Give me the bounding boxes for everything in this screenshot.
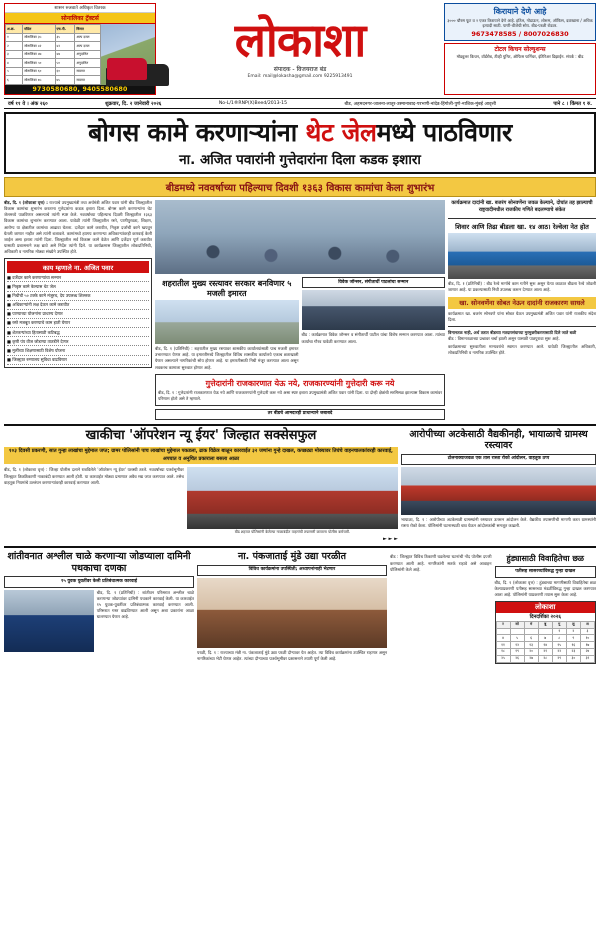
lead-dateline: बीड, दि. १ (लोकाशा वृत्त) :	[4, 200, 48, 205]
table-row: ११ १२ १३ १४ १५ १६ १७	[496, 642, 595, 649]
table-row: १ सोनालिका ३५ ३५ अल्प दरात	[6, 33, 101, 42]
calendar-brand: लोकाशा	[496, 602, 596, 613]
newspaper-logo: लोकाशा	[234, 12, 366, 67]
operation-newyear-story	[4, 429, 398, 542]
bldg-head: शहरातील मुख्य रस्त्यावर सरकार बनविणार ५ मजली इमारत	[162, 279, 292, 298]
list-item: ■ कृषी पंप वीज जोडण्या तातडीने देणार	[7, 337, 149, 346]
column-right	[448, 200, 596, 420]
train-head: शिवार आणि तिढा बीडला खा. १४ आठ। रेल्वेला नेत होत	[455, 222, 589, 231]
list-item: ■ रस्ते मजबूत करण्याचे काम हाती घेणार	[7, 319, 149, 328]
masthead	[4, 3, 596, 95]
sonawane-head: खा. सोनवणेंना सोबत नेऊन दादांनी राजकारण साधले	[448, 297, 596, 309]
quotes-box	[4, 258, 152, 367]
photo-train	[448, 233, 596, 279]
table-row: अ.क्र. मॉडेल एच.पी. किंमत	[6, 25, 101, 34]
operation-text: बीड, दि. १ (लोकाशा वृत्त) : जिल्हा पोलीस दलाने राबविलेले 'ऑपरेशन न्यू ईयर' यशस्वी ठरले. नववर्षाच्या पार्श्वभूमीवर जिल्ह्यात ठिकठिकाणी नाकाबंदी करण्यात आली होती. या कारवाईत मोठ्या प्रमाणात अवैध मद्य जप्त करण्यात आले. तसेच वाहतूक नियमांचे उल्लंघन करणाऱ्यांवरही कारवाई करण्यात आली.	[4, 467, 184, 485]
tractor-photo	[101, 24, 155, 85]
main-headline	[10, 119, 590, 147]
dowry-headline: हुंड्यासाठी विवाहितेचा छळ	[506, 554, 585, 564]
rent-ad[interactable]	[444, 3, 596, 41]
list-item: ■ जिल्ह्यात रुग्णालय सुविधा वाढविणार	[7, 356, 149, 365]
issue-date: शुक्रवार, दि. २ जानेवारी २०२६	[105, 100, 162, 107]
lead-text: राज्याचे उपमुख्यमंत्री तथा अर्थमंत्री अजित पवार यांनी बीड जिल्ह्यातील विकास कामांचा शुभारंभ करताना गुत्तेदारांना कडक इशारा दिला. बोगस कामे करणाऱ्यांना थेट जेलमध्ये पाठविणार असल्याचे त्यांनी स्पष्ट केले. नववर्षाच्या पहिल्याच दिवशी जिल्ह्यातील १३६३ विकास कामांचा शुभारंभ करण्यात आला. यावेळी त्यांनी जिल्ह्यातील रस्ते, पाणीपुरवठा, शिक्षण, आरोग्य या क्षेत्रातील कामांचा आढावा घेतला. दर्जेदार कामे करावीत, निकृष्ट दर्जाची कामे खपवून घेतली जाणार नाहीत असे त्यांनी बजावले. कामांमध्ये हयगय करणाऱ्या अधिकाऱ्यांवरही कारवाई केली जाईल असा इशारा त्यांनी दिला. जिल्ह्यातील सर्व विकास कामे वेळेत आणि दर्जेदार पूर्ण करावीत यासाठी प्रशासनाने लक्ष द्यावे असे निर्देश त्यांनी दिले. या कार्यक्रमास जिल्ह्यातील लोकप्रतिनिधी, अधिकारी व नागरिक मोठ्या संख्येने उपस्थित होते.	[4, 200, 152, 255]
operation-headline-text: खाकीचा 'ऑपरेशन न्यू ईयर' जिल्हात सक्सेसफुल	[85, 428, 317, 444]
flight-text: बीड : विमानतळाच्या प्रश्नावर चर्चा झाली असून यासाठी पाठपुरावा सुरू आहे.	[448, 336, 560, 341]
operation-caption: बीड शहरात पोलिसांनी केलेल्या नाकाबंदीत वाहनांची तपासणी करताना पोलीस कर्मचारी.	[234, 530, 351, 535]
photo-felicitation	[302, 290, 446, 330]
list-item: ■ दर्जेदार कामे करणाऱ्यांचा सन्मान	[7, 273, 149, 282]
bottom-note-right: कार्यक्रमाच्या सुरुवातीला मान्यवरांचे स्वागत करण्यात आले. यावेळी जिल्ह्यातील अधिकारी, लोकप्रतिनिधी व नागरिक उपस्थित होते.	[448, 344, 596, 356]
table-row: ४ सोनालिका ५० ५० अनुदानित	[6, 59, 101, 68]
operation-subhead: १०३ दिवसी प्रकरणी, सात गुन्हा लाखांचा मुद्देमाल जप्त; ग्रामर पोलिसांनी पाच लाखांचा मुद्देमाल पकडला, ढाक विक्रेत्र बाळून कारवाईत ३२ जणांना गुन्हे दाखल, कच्छट्या मोक्यावर तिघंचे वाहनचालकांवरही कारवाई, अपघात व अनुचित प्रकाराला बसला आळा	[4, 447, 398, 465]
flight-head: विमानतळ नाही, अर्थ ततात बीडच्या मतदारसंघाच्या मुरमुक्तीकरणासाठी दिले जाते बळी	[448, 329, 577, 335]
shantivan-text: बीड, दि. १ (प्रतिनिधी) : शांतीवन परिसरात अश्लील चाळे करणाऱ्या जोडप्यांवर दामिनी पथकाने कारवाई केली. या कारवाईत १५ युवक-युवतींवर प्रतिबंधात्मक कारवाई करण्यात आली. परिसरात गस्त वाढविण्यात आली असून अशा प्रकारांना आळा घालण्यात येणार आहे.	[96, 589, 194, 620]
list-item: ■ शेतकऱ्यांच्या हितासाठी कटिबद्ध	[7, 328, 149, 337]
kitchen-ad-title: टोटल किचन सोल्युशन्स	[494, 45, 546, 53]
list-item: ■ मुलींच्या शिक्षणासाठी विशेष योजना	[7, 346, 149, 355]
pankaja-text: परळी, दि. १ : राज्याच्या मंत्री ना. पंकजाताई मुंडे उद्या परळी दौऱ्यावर येत आहेत. त्या विविध कार्यक्रमांना उपस्थित राहणार असून नागरिकांच्या भेटी घेणार आहेत. त्यांच्या दौऱ्याच्या पार्श्वभूमीवर प्रशासनाने तयारी पूर्ण केली आहे.	[197, 650, 387, 662]
rent-ad-title: किरायाने देणे आहे	[493, 7, 547, 16]
issue-number: वर्ष ११ वे । अंक २६०	[8, 100, 48, 107]
editions-line: बीड, अहमदनगर-जालना-लातूर-उस्मानाबाद-परभणी-नांदेड-हिंगोली-पुणे-नाशिक-मुंबई आवृत्ती	[344, 101, 496, 107]
calendar-table: र सो मं बु गु शु श १ २ ३ ४ ५ ६ ७ ८ ९ १० ११ १२ १३ १४ १५ १६ १७ १८ १९ २० २१ २२ २३ २४ २५ २६ २७ २८ २९ ३० ३१	[496, 621, 596, 663]
operation-headline	[4, 429, 398, 444]
bldg-story	[155, 277, 299, 371]
headline-part2: मध्ये पाठविणार	[376, 118, 512, 147]
table-row: ३ सोनालिका ४७ ४७ अनुदानित	[6, 50, 101, 59]
sonawane-text: कार्यक्रमात खा. बजरंग सोनवणे यांना सोबत घेऊन उपमुख्यमंत्री अजित पवार यांनी राजकीय संदेश दिला.	[448, 310, 596, 322]
dateline-bar	[4, 98, 596, 109]
pankaja-story	[197, 551, 387, 663]
dowry-subhead: पतीसह सासरच्यांविरुद्ध गुन्हा दाखल	[495, 566, 597, 577]
dowry-story	[390, 551, 596, 663]
photo-pankaja	[197, 578, 387, 648]
shantivan-story	[4, 551, 194, 663]
mla-note: तर बीडचे आमदारही प्राधान्याने जबाबदे	[155, 409, 445, 420]
bldg-text: बीड, दि. १ (प्रतिनिधी) : शहरातील मुख्य रस्त्यावर शासकीय कार्यालयांसाठी पाच मजली इमारत उभारण्यात येणार आहे. या इमारतीमध्ये जिल्ह्यातील विविध शासकीय कार्यालये एकाच छताखाली येणार असल्याने नागरिकांची सोय होणार आहे. या इमारतीसाठी निधी मंजूर करण्यात आला असून लवकरच कामाला सुरुवात होणार आहे.	[155, 346, 299, 370]
pankaja-subhead: विविध कार्यक्रमांना उपस्थिती; अध्यापनांनाही भेटणार	[197, 565, 387, 576]
list-item: ■ निधीची ५० टक्के कामे मंजूरच, देय उपलब्ध शिल्लक	[7, 292, 149, 301]
rni-number: No-L/1®RNP(X)Beed/2013-15	[218, 101, 288, 106]
tractor-price-table	[5, 24, 101, 85]
editor-line: संपादक - विजयराज बंड	[273, 65, 327, 73]
column-center	[155, 200, 445, 420]
column-left	[4, 200, 152, 420]
list-item: ■ पाण्याच्या योजनांना प्राधान्य देणार	[7, 310, 149, 319]
quotes-list	[7, 273, 149, 364]
shantivan-subhead: १५ युवक युवतींवर केली प्रतिबंधात्मक कारवाई	[4, 576, 194, 587]
operation-photo-col	[187, 467, 398, 542]
contractor-box	[155, 374, 445, 406]
table-row: ६ सोनालिका ७५ ७५ सवलत	[6, 76, 101, 85]
headline-part1: बोगस कामे करणाऱ्यांना	[88, 118, 306, 147]
photo-rally	[155, 200, 445, 274]
headline-yellow-bar: बीडमध्ये नववर्षाच्या पहिल्याच दिवशी १३६३ विकास कामांचा केला शुभारंभ	[4, 177, 596, 197]
johnson-head: विवेक जॉन्सन, संगीतार्थी पाटलांचा सन्मान	[302, 277, 446, 288]
pages-price: पाने ८ । किंमत १ रु.	[553, 100, 592, 107]
sidebar-note: कार्यक्रमात दादांनी खा. बजरंग सोनवणेंना जवळ केल्याने, दोघांत तह झाल्याची राष्ट्रवादीमधील राजकीय गणिते बदलण्याचे संकेत	[451, 200, 593, 214]
main-subheadline: ना. अजित पवारांनी गुत्तेदारांना दिला कडक इशारा	[179, 152, 421, 168]
headline-highlight: थेट जेल	[305, 118, 377, 147]
list-item: ■ निकृष्ट कामे केल्यास थेट जेल	[7, 282, 149, 291]
train-text: बीड, दि. १ (प्रतिनिधी) : बीड रेल्वे मार्गाचे काम गतीने सुरू असून येत्या काळात बीडला रेल्वे जोडली जाणार आहे. या प्रकल्पासाठी निधी उपलब्ध करून देण्यात आला आहे.	[448, 281, 596, 293]
rent-ad-desc: ३००० चौरस फूट व २ एकर किरायाने देणे आहे. हॉटेल, गोडाऊन, शोरूम, ऑफिस, दवाखाना / अधिक इत्यादी साठी. पाणी-वीजेची सोय. बीड-परळी रोडवर.	[447, 18, 593, 29]
table-row: २ सोनालिका ४२ ४२ अल्प दरात	[6, 42, 101, 51]
kitchen-ad-text: मॉड्युलर किचन, वॉर्डरोब, टीव्ही युनिट, ऑफिस फर्निचर, इंटिरिअर डिझाईन. संपर्क : बीड	[456, 54, 584, 60]
ad-phone[interactable]: 9730580680, 9405580680	[5, 85, 155, 94]
section-three	[4, 551, 596, 663]
table-row: २५ २६ २७ २८ २९ ३० ३१	[496, 655, 595, 662]
list-item: ■ अधिकाऱ्यांनी लक्ष देऊन कामे करावीत	[7, 301, 149, 310]
photo-damini-officer	[4, 590, 94, 652]
bhayala-subhead: टोलनाक्याजवळ एक तास रास्ता रोको आंदोलन, वाहतूक ठप्प	[401, 454, 596, 465]
table-row: १ २ ३	[496, 628, 595, 635]
center-right-stack	[302, 277, 446, 371]
ad-top-line: शासन रुजवाते अधिकृत वितरक	[5, 4, 155, 13]
pankaja-headline: ना. पंकजाताई मुंडे उद्या परळीत	[237, 551, 347, 563]
kitchen-ad[interactable]	[444, 43, 596, 95]
dowry-text: बीड, दि. १ (लोकाशा वृत्त) : हुंड्याच्या मागणीसाठी विवाहितेचा छळ केल्याप्रकरणी पतीसह सासरच्या मंडळींविरुद्ध गुन्हा दाखल करण्यात आला आहे. पोलिसांनी याप्रकरणी तपास सुरू केला आहे.	[494, 579, 596, 597]
top-section	[4, 200, 596, 420]
bhayala-headline: आरोपीच्या अटकेसाठी वैद्यकीनही, भायाळाचे ग्रामस्थ रस्त्यावर	[409, 429, 588, 452]
section-two	[4, 429, 596, 542]
photo-checkpost	[187, 467, 398, 529]
main-headline-box	[4, 112, 596, 174]
contractor-head: गुत्तेदारांनी राजकारणात येऊ नये, राजकारण्यांनी गुत्तेदारी करू नये	[205, 378, 395, 388]
quotes-box-title: काय म्हणाले ना. अजित पवार	[7, 261, 149, 273]
continue-arrow: ► ► ►	[382, 536, 398, 543]
masthead-right-ads	[444, 3, 596, 95]
calendar-title: दिनदर्शिका २०२६	[529, 613, 561, 620]
bhayala-text: भायाळा, दि. १ : आरोपीच्या अटकेसाठी ग्रामस्थांनी रस्त्यावर उतरून आंदोलन केले. वैद्यकीय तपासणीची मागणी करत ग्रामस्थांनी रास्ता रोको केला. पोलिसांनी घटनास्थळी धाव घेऊन आंदोलकांची समजूत काढली.	[401, 517, 596, 529]
ad-brand-band: सोनालिका ट्रॅक्टर्स	[5, 13, 155, 24]
lead-story	[4, 200, 152, 255]
contractor-text: बीड, दि. १ : गुत्तेदारांनी राजकारणात येऊ नये आणि राजकारण्यांनी गुत्तेदारी करू नये असा स्पष्ट इशारा उपमुख्यमंत्री अजित पवार यांनी दिला. या दोन्ही क्षेत्रांची सरमिसळ झाल्यास विकास कामांवर परिणाम होतो असे ते म्हणाले.	[158, 390, 442, 402]
contact-line: Email: mail@lokasha@gmail.com 9225913491	[247, 74, 353, 80]
masthead-center	[159, 3, 441, 95]
rent-ad-phone[interactable]: 9673478585 / 8007026830	[471, 29, 569, 38]
table-row: ५ सोनालिका ६० ६० सवलत	[6, 67, 101, 76]
shantivan-headline: शांतीवनात अश्लील चाळे करणाऱ्या जोडप्याला दामिनी पथकाचा दणका	[7, 551, 191, 574]
table-row: ४ ५ ६ ७ ८ ९ १०	[496, 635, 595, 642]
bhayala-story	[401, 429, 596, 542]
table-row: १८ १९ २० २१ २२ २३ २४	[496, 649, 595, 656]
johnson-text: बीड : कार्यक्रमात विवेक जॉन्सन व संगीतार्थी पाटील यांचा विशेष सन्मान करण्यात आला. त्यांच्या कार्याचा गौरव यावेळी करण्यात आला.	[301, 332, 445, 344]
operation-text-col	[4, 467, 184, 542]
column-filler-text: बीड : जिल्ह्यात विविध ठिकाणी घडलेल्या घटनांची नोंद पोलीस दप्तरी करण्यात आली आहे. नागरिकांनी सतर्क राहावे असे आवाहन पोलिसांनी केले आहे.	[390, 554, 492, 572]
photo-protest	[401, 467, 596, 515]
masthead-left-ad[interactable]	[4, 3, 156, 95]
photo-building	[155, 300, 299, 344]
